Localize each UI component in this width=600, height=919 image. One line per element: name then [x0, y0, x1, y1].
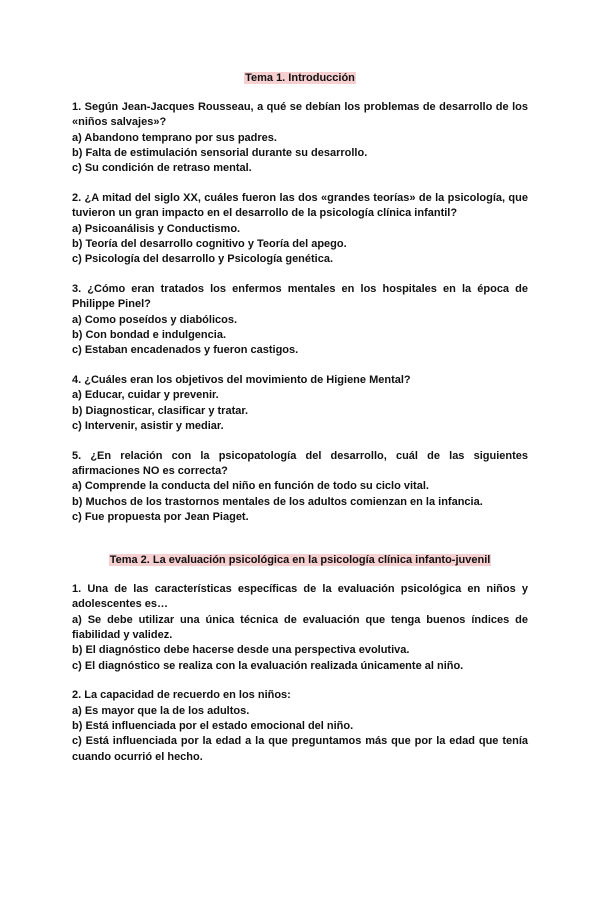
- section-title-tema-2: [72, 553, 528, 568]
- option-a: a) Abandono temprano por sus padres.: [72, 131, 277, 144]
- question-1: [72, 100, 528, 176]
- question-stem: 4. ¿Cuáles eran los objetivos del movimiento de Higiene Mental?: [72, 373, 411, 386]
- section-title-text: Tema 1. Introducción: [245, 72, 355, 84]
- option-a: a) Psicoanálisis y Conductismo.: [72, 222, 241, 235]
- option-c: c) Su condición de retraso mental.: [72, 162, 252, 175]
- option-b: b) El diagnóstico debe hacerse desde una perspectiva evolutiva.: [72, 644, 410, 657]
- option-c: c) El diagnóstico se realiza con la evaluación realizada únicamente al niño.: [72, 659, 464, 672]
- question-2-1: [72, 582, 528, 674]
- question-stem: 1. Según Jean-Jacques Rousseau, a qué se debían los problemas de desarrollo de los «niños salvajes»?: [72, 101, 528, 129]
- question-5: [72, 449, 528, 525]
- option-c: c) Estaban encadenados y fueron castigos.: [72, 344, 299, 357]
- option-b: b) Diagnosticar, clasificar y tratar.: [72, 404, 249, 417]
- option-b: b) Muchos de los trastornos mentales de los adultos comienzan en la infancia.: [72, 495, 483, 508]
- option-c: c) Fue propuesta por Jean Piaget.: [72, 510, 249, 523]
- option-b: b) Teoría del desarrollo cognitivo y Teoría del apego.: [72, 237, 347, 250]
- option-c: c) Intervenir, asistir y mediar.: [72, 419, 224, 432]
- question-2: [72, 191, 528, 267]
- option-a: a) Comprende la conducta del niño en función de todo su ciclo vital.: [72, 480, 429, 493]
- option-b: b) Falta de estimulación sensorial durante su desarrollo.: [72, 146, 368, 159]
- option-c: c) Psicología del desarrollo y Psicología genética.: [72, 253, 334, 266]
- question-4: [72, 373, 528, 434]
- section-title-tema-1: [72, 71, 528, 86]
- section-title-text: Tema 2. La evaluación psicológica en la psicología clínica infanto-juvenil: [109, 554, 491, 567]
- option-b: b) Con bondad e indulgencia.: [72, 328, 226, 341]
- option-c: c) Está influenciada por la edad a la que preguntamos más que por la edad que tenía cuando ocurrió el hecho.: [72, 735, 528, 763]
- question-stem: 2. La capacidad de recuerdo en los niños:: [72, 689, 291, 702]
- question-2-2: [72, 688, 528, 764]
- option-a: a) Es mayor que la de los adultos.: [72, 704, 250, 717]
- question-stem: 5. ¿En relación con la psicopatología del desarrollo, cuál de las siguientes afirmaciones NO es correcta?: [72, 449, 528, 477]
- question-3: [72, 282, 528, 358]
- question-stem: 3. ¿Cómo eran tratados los enfermos mentales en los hospitales en la época de Philippe Pinel?: [72, 282, 528, 311]
- option-b: b) Está influenciada por el estado emocional del niño.: [72, 720, 354, 732]
- option-a: a) Como poseídos y diabólicos.: [72, 313, 238, 326]
- document-page: [0, 71, 600, 919]
- question-stem: 2. ¿A mitad del siglo XX, cuáles fueron las dos «grandes teorías» de la psicología, que tuvieron un gran impacto en el desarrollo de la psicología clínica infantil?: [72, 191, 528, 220]
- option-a: a) Educar, cuidar y prevenir.: [72, 389, 219, 402]
- question-stem: 1. Una de las características específicas de la evaluación psicológica en niños y adolescentes es…: [72, 583, 528, 611]
- option-a: a) Se debe utilizar una única técnica de evaluación que tenga buenos índices de fiabilidad y validez.: [72, 613, 528, 642]
